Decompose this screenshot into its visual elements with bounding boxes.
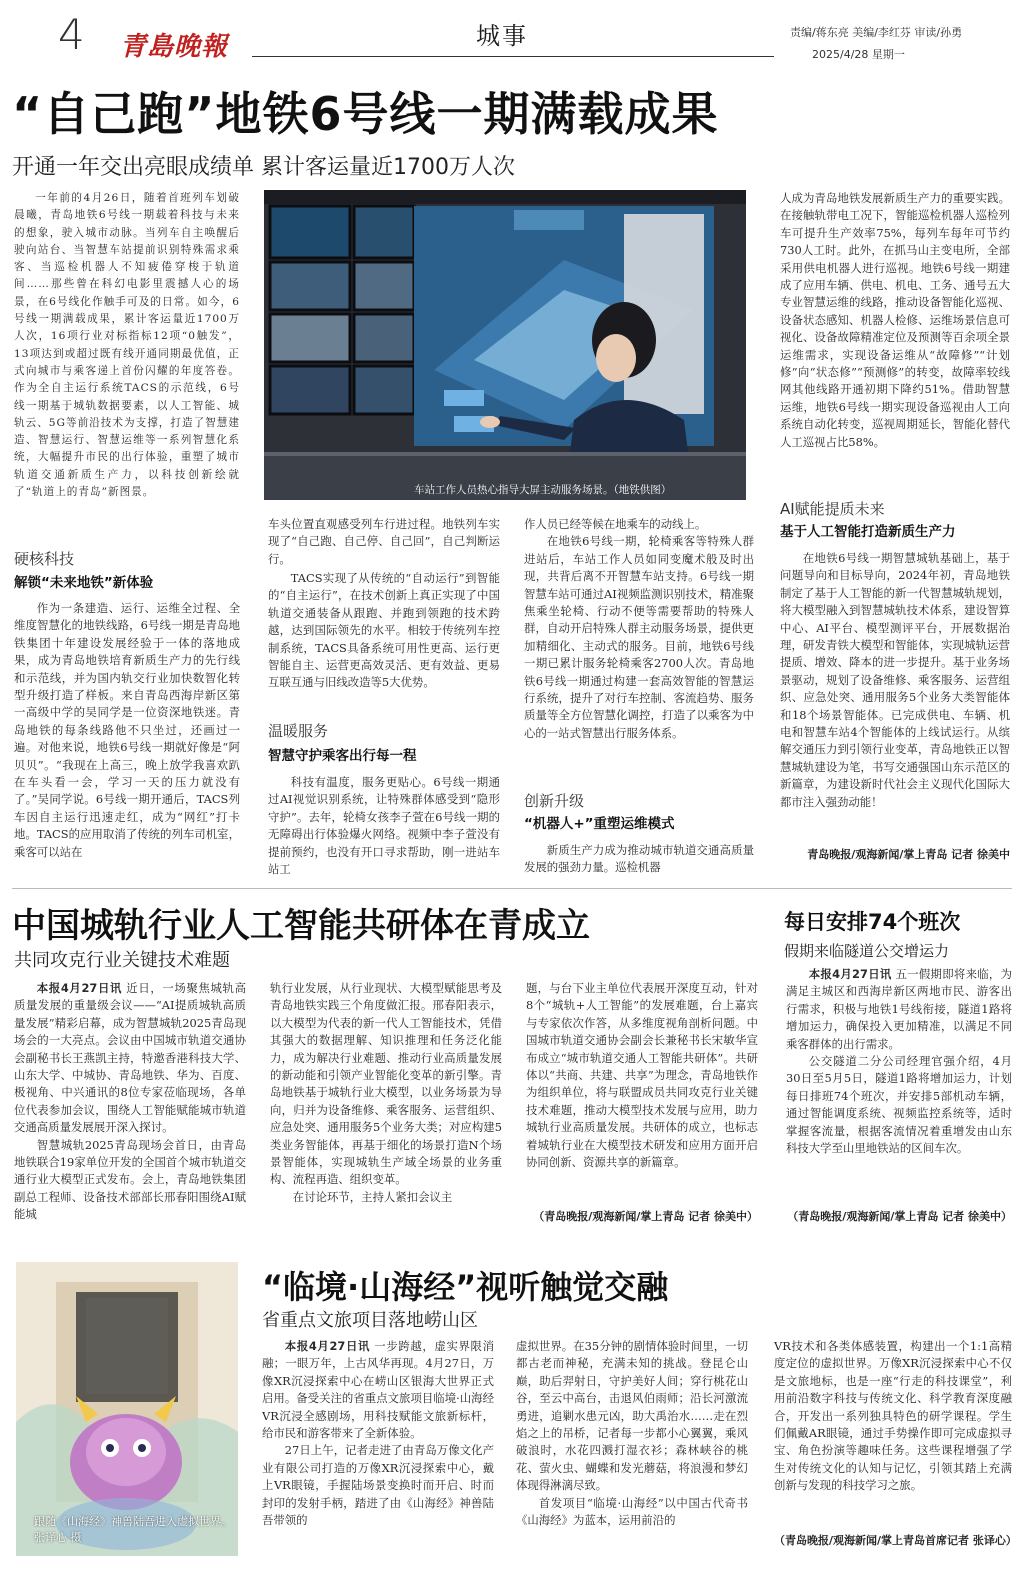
article1-photo-caption: 车站工作人员热心指导大屏主动服务场景。（地铁供图）	[414, 484, 672, 496]
article1-section2-body	[268, 774, 500, 880]
article1-section2-title: 智慧守护乘客出行每一程	[268, 748, 417, 764]
article4-col2	[516, 1338, 748, 1564]
article2-credit: （青岛晚报/观海新闻/掌上青岛 记者 徐美中）	[533, 1210, 758, 1223]
article2-col3	[526, 980, 758, 1206]
article1-subheadline: 开通一年交出亮眼成绩单 累计客运量近1700万人次	[12, 155, 515, 180]
article2-col1	[14, 980, 246, 1242]
article4-text-d: 首发项目“临境·山海经”以中国古代奇书《山海经》为蓝本，运用前沿的	[516, 1495, 748, 1528]
article4-subheadline: 省重点文旅项目落地崂山区	[262, 1310, 478, 1331]
article3-body	[786, 966, 1012, 1206]
article1-section2-text: 科技有温度，服务更贴心。6号线一期通过AI视觉识别系统，让特殊群体感受到“隐形守护”。去年，轮椅女孩李子萱在6号线一期的无障碍出行体验爆火网络。视频中李子萱没有提前预约，也没有开口寻求帮助，刚一进站车站工	[268, 775, 500, 877]
article2-headline: 中国城轨行业人工智能共研体在青成立	[12, 906, 590, 946]
article1-col2-tacs	[268, 570, 500, 710]
article3-headline: 每日安排74个班次	[784, 910, 961, 934]
mythical-beast-illustration	[16, 1262, 238, 1556]
article1-intro	[14, 190, 240, 536]
article1-section4-kicker: AI赋能提质未来	[780, 500, 885, 518]
article1-section4-title: 基于人工智能打造新质生产力	[780, 524, 956, 540]
article1-col4-text: 人成为青岛地铁发展新质生产力的重要实践。在接触轨带电工况下，智能巡检机器人巡检列车可提升生产效率75%，每列车每年可节约730人工时。此外，在抓马山主变电所，全部采用供电机器人进行巡视。地铁6号线一期建成了应用车辆、供电、机电、工务、通号五大专业智慧运维的线路，推动设备智能化巡视、设备状态感知、机器人检修、运维场景信息可视化、设备故障精准定位及预测等百余项全景运维需求，实现设备运维从“故障修”“计划修”向“状态修”“预测修”的转变，故障率较线网其他线路开通初期下降约51%。借助智慧运维，地铁6号线一期实现设备巡视由人工向系统自动化转变，巡视周期延长，智能化替代人工巡视占比58%。	[780, 191, 1010, 449]
article1-section2-kicker: 温暖服务	[268, 722, 329, 740]
article2-text-e: 题，与台下业主单位代表展开深度互动，针对8个“城轨+人工智能”的发展难题，台上嘉宾与专家依次作答，从多维度视角剖析问题。中国城市轨道交通协会副会长兼秘书长宋敏华宣布成立“城市轨道交通人工智能共研体”。共研体以“共商、共建、共享”为理念，青岛地铁作为组织单位，将与联盟成员共同攻克行业关键技术难题，推动大模型技术发展与应用，助力城轨行业高质量发展。共研体的成立，也标志着城轨行业在大模型技术研发和应用方面开启协同创新、资源共享的新篇章。	[526, 981, 758, 1170]
article1-section3-kicker: 创新升级	[524, 792, 585, 810]
article1-section2-text-b: 作人员已经等候在地乘车的动线上。	[524, 517, 707, 531]
article3-credit: （青岛晚报/观海新闻/掌上青岛 记者 徐美中）	[787, 1210, 1012, 1223]
article4-text-e: VR技术和各类体感装置，构建出一个1:1高精度定位的虚拟世界。万像XR沉浸探索中心不仅是文旅地标，也是一座“行走的科技课堂”，利用前沿数字科技与传统文化、科学教育深度融合，开发出一系列独具特色的研学课程。学生们佩戴AR眼镜，通过手势操作即可完成虚拟寻宝、角色扮演等趣味任务。这些课程增强了学生对传统文化的认知与记忆，引领其踏上充满创新与发现的科技学习之旅。	[774, 1339, 1012, 1493]
header-rule	[252, 56, 774, 57]
article2-text-d: 在讨论环节，主持人紧扣会议主	[292, 1189, 453, 1204]
article1-section2-text-c: 在地铁6号线一期，轮椅乘客等特殊人群进站后，车站工作人员如同变魔术般及时出现，共背后离不开智慧车站支持。6号线一期智慧车站可通过AI视频监测识别技术，精准聚焦乘坐轮椅、行动不便等需要帮助的特殊人群，自动开启特殊人群主动服务场景，提供更加精细化、主动式的服务。目前，地铁6号线一期已累计服务轮椅乘客2700人次。青岛地铁6号线一期通过构建一套高效智能的智慧运行系统，提升了对行车控制、客流趋势、服务质量等全方位智慧化调控，打造了以乘客为中心的一站式智慧出行服务体系。	[524, 534, 754, 740]
article1-col3	[524, 516, 754, 776]
control-room-illustration	[264, 190, 746, 500]
article1-section1-text-b: 车头位置直观感受列车行进过程。地铁列车实现了“自己跑、自己停、自己回”，自己判断运行。	[268, 517, 500, 566]
article1-col4	[780, 190, 1010, 485]
article2-subheadline: 共同攻克行业关键技术难题	[14, 950, 230, 971]
article1-section3-text: 新质生产力成为推动城市轨道交通高质量发展的强劲力量。巡检机器	[524, 843, 754, 875]
section-divider	[12, 888, 1012, 889]
article1-section1-kicker: 硬核科技	[14, 550, 75, 568]
article1-section1-text-c: TACS实现了从传统的“自动运行”到智能的“自主运行”，在技术创新上真正实现了中国轨道交通装备从跟跑、并跑到领跑的技术跨越，达到国际领先的水平。相较于传统列车控制系统，TACS具备系统可用性更高、运行更智能自主、运营更高效灵活、更有效益、更易互联互通与旧线改造等5大优势。	[268, 571, 500, 690]
page-number: 4	[58, 10, 85, 59]
section-title: 城事	[476, 22, 528, 50]
article1-section1-text: 作为一条建造、运行、运维全过程、全维度智慧化的地铁线路，6号线一期是青岛地铁集团十年建设发展经验于一体的落地成果，成为青岛地铁培育新质生产力的先行线和示范线，并为国内轨交行业加快数智化转型升级打造了样板。来自青岛西海岸新区第一高级中学的吴同学是一位资深地铁迷。青岛地铁的每条线路他不只坐过，还画过一遍。对他来说，地铁6号线一期就好像是“阿贝贝”。“我现在上高三，晚上放学我喜欢趴在车头看一会，学习一天的压力就没有了。”吴同学说。6号线一期开通后，TACS列车因自主运行迅速走红，成为“网红”打卡地。TACS的应用取消了传统的列车司机室，乘客可以站在	[14, 601, 240, 859]
article2-lead: 本报4月27日讯	[36, 981, 123, 995]
article4-text-c: 虚拟世界。在35分钟的剧情体验时间里，一切都古老而神秘，充满未知的挑战。登昆仑山巅，助后羿射日，守护美好人间；穿行桃花山谷，至云中高台，击退风伯雨师；沿长河激流勇进，追剿水患元凶，助大禹治水……走在烈焰之上的吊桥，记者每一步都小心翼翼，乘风破浪时，水花四溅打湿衣衫；森林峡谷的桃花、萤火虫、蝴蝶和发光蘑菇，将浪漫和梦幻体现得淋漓尽致。	[516, 1339, 748, 1493]
article1-section3-body	[524, 842, 754, 878]
article3-box	[784, 906, 1012, 961]
article2-col2	[270, 980, 502, 1242]
article1-section1-title: 解锁“未来地铁”新体验	[14, 575, 154, 591]
editor-credits: 责编/蒋东亮 美编/李红芬 审读/孙勇	[790, 26, 963, 39]
article4-text-a: 一步跨越，虚实界限消融；一眼万年，上古风华再现。4月27日，万像XR沉浸探索中心在崂山区银海大世界正式启用。备受关注的省重点文旅项目临境·山海经VR沉浸全感剧场，用科技赋能文旅新标杆，给市民和游客带来了全新体验。	[262, 1339, 494, 1441]
article2-text-b: 智慧城轨2025青岛现场会首日，由青岛地铁联合19家单位开发的全国首个城市轨道交通行业大模型正式发布。会上，青岛地铁集团副总工程师、设备技术部部长邢春阳围绕AI赋能城	[14, 1137, 246, 1222]
article2-text-a: 近日，一场聚焦城轨高质量发展的重量级会议——“AI提质城轨高质量发展”精彩启幕，成为智慧城轨2025青岛现场会的一大亮点。会议由中国城市轨道交通协会副秘书长王燕凯主持，特邀香港科技大学、山东大学、中城协、青岛地铁、华为、百度、极视角、中兴通讯的8位专家莅临现场，各单位代表参加会议，围绕人工智能赋能城市轨道交通高质量发展展开深入探讨。	[14, 981, 246, 1135]
article1-section1-body	[14, 600, 240, 878]
article4-lead: 本报4月27日讯	[284, 1339, 371, 1353]
article4-headline: “临境·山海经”视听触觉交融	[262, 1268, 669, 1306]
article3-text-a: 五一假期即将来临，为满足主城区和西海岸新区两地市民、游客出行需求，积极与地铁1号线衔接，隧道1路将增加运力，确保投入更加精准，以满足不同乘客群体的出行需求。	[786, 967, 1012, 1051]
article1-headline: “自己跑”地铁6号线一期满载成果	[12, 87, 719, 141]
article1-credit: 青岛晚报/观海新闻/掌上青岛 记者 徐美中	[807, 848, 1010, 861]
article1-photo	[264, 190, 746, 500]
article1-intro-text: 一年前的4月26日，随着首班列车划破晨曦，青岛地铁6号线一期载着科技与未来的想象，驶入城市动脉。当列车自主唤醒后驶向站台、当智慧车站提前识别特殊需求乘客、当巡检机器人不知疲倦穿梭于轨道间……那些曾在科幻电影里震撼人心的场景，在6号线化作触手可及的日常。如今，6号线一期满载成果，累计客运量近1700万人次，16项行业对标指标12项“0触发”，13项达到或超过既有线开通同期最优值，正式向城市与乘客递上首份闪耀的年度答卷。作为全自主运行系统TACS的示范线，6号线一期基于城轨数据要素，以人工智能、城轨云、5G等前沿技术为支撑，打造了智慧建造、智慧运行、智慧运维等一系列智慧化系统，大幅提升市民的出行体验，重塑了城市轨道交通新质生产力，以科技创新绘就了“轨道上的青岛”新图景。	[14, 192, 240, 499]
newspaper-logo: 青島晚報	[120, 32, 229, 62]
article4-col3	[774, 1338, 1012, 1530]
article1-section4-text: 在地铁6号线一期智慧城轨基础上，基于问题导向和目标导向，2024年初，青岛地铁制定了基于人工智能的新一代智慧城轨规划，将大模型融入到智慧城轨技术体系，建设智算中心、AI平台、模型测评平台，开展数据治理，研发青铁大模型和智能体，实现城轨运营提质、增效、降本的进一步提升。基于业务场景驱动，规划了设备维修、乘客服务、运营组织、应急处突、通用服务5个业务大类智能体和18个场景智能体。已完成供电、车辆、机电和智慧车站4个智能体的上线试运行。从缤解交通压力到引领行业变革，青岛地铁正以智慧城轨建设为笔，书写交通强国山东示范区的新篇章，为建设新时代社会主义现代化国际大都市注入强劲动能！	[780, 551, 1010, 809]
article1-section4-body	[780, 550, 1010, 844]
article4-credit: （青岛晚报/观海新闻/掌上青岛首席记者 张译心）	[774, 1534, 1017, 1547]
article3-lead: 本报4月27日讯	[808, 967, 892, 981]
article3-text-b: 公交隧道二分公司经理官强介绍，4月30日至5月5日，隧道1路将增加运力，计划每日排班74个班次，并安排5部机动车辆，通过智能调度系统、视频监控系统等，适时掌握客流量，根据客流情况着重增发由山东科技大学至山里地铁站的区间车次。	[786, 1054, 1012, 1156]
article4-photo-caption: 跟随《山海经》神兽陆吾进入虚拟世界。张译心 摄	[34, 1515, 232, 1544]
article4-photo	[16, 1262, 238, 1556]
article4-col1	[262, 1338, 494, 1564]
article3-subheadline: 假期来临隧道公交增运力	[784, 942, 950, 960]
article1-col2-top	[268, 516, 500, 568]
article2-text-c: 轨行业发展，从行业现状、大模型赋能思考及青岛地铁实践三个角度做汇报。邢春阳表示，以大模型为代表的新一代人工智能技术，凭借其强大的数据理解、知识推理和任务泛化能力，成为解决行业难题、推动行业高质量发展的新动能和引领产业智能化变革的新引擎。青岛地铁基于城轨行业大模型，以业务场景为导向，归并为设备维修、乘客服务、运营组织、应急处突、通用服务5个业务大类；对应构建5类业务智能体，再基于细化的场景打造N个场景智能体，实现城轨生产域全场景的业务重构、流程再造、组织变革。	[270, 981, 502, 1187]
article4-text-b: 27日上午，记者走进了由青岛万像文化产业有限公司打造的万像XR沉浸探索中心，戴上VR眼镜，手握陆场景变换时而开启、时而封印的发射手柄，踏进了由《山海经》神兽陆吾带领的	[262, 1443, 494, 1528]
article1-section3-title: “机器人+”重塑运维模式	[524, 816, 675, 832]
issue-date: 2025/4/28 星期一	[812, 48, 905, 61]
